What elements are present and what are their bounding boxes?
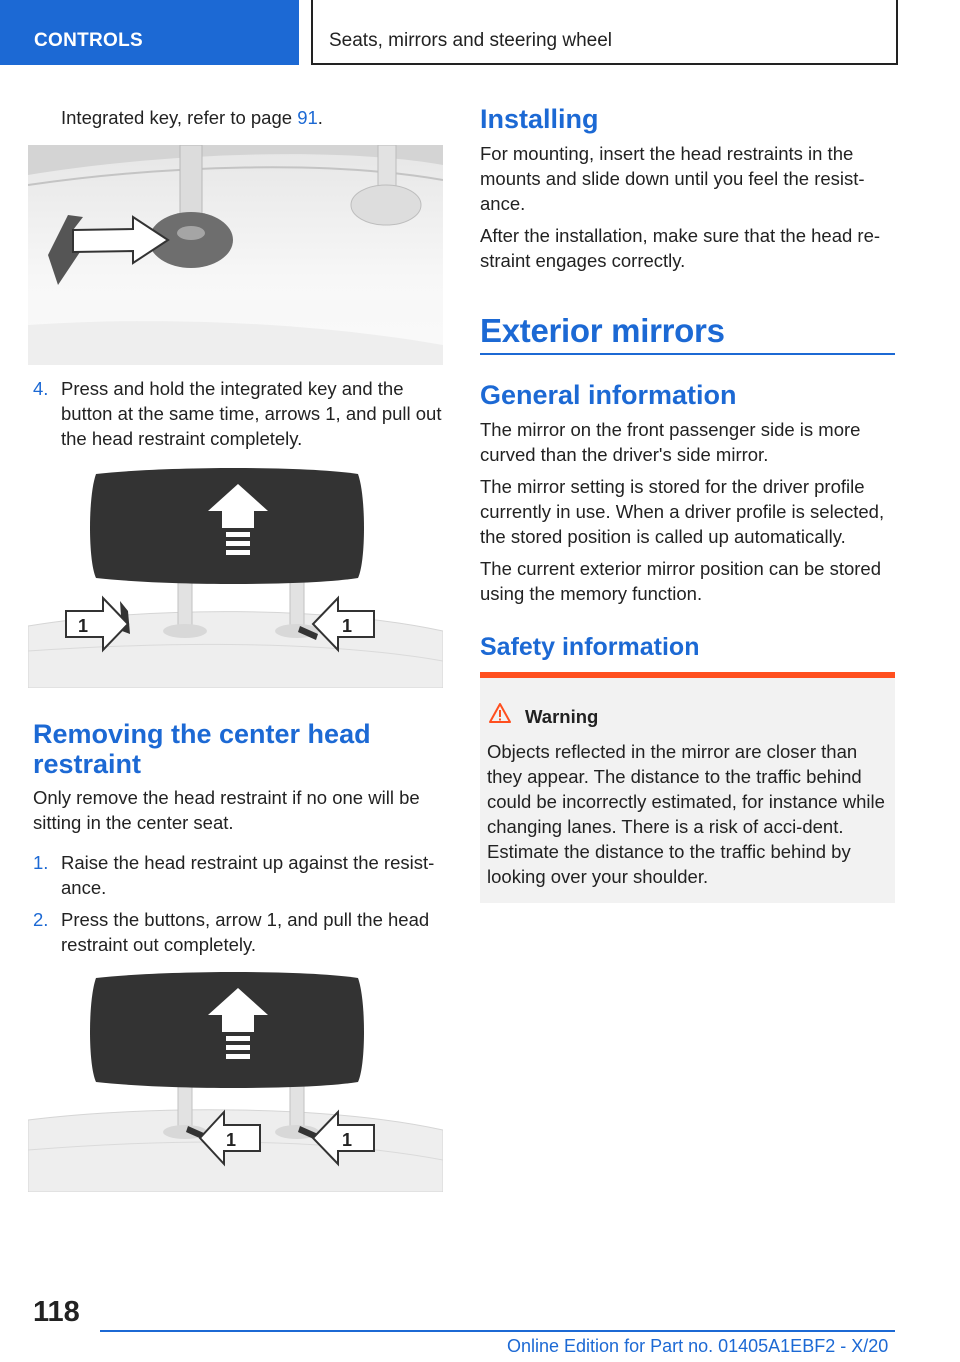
warning-text: Objects reflected in the mirror are closer than they appear. The distance to the traffic behind could be incorrectly estimated, for instance while changing lanes. There is a risk of acci-dent. Estimate the distance to the traffic behind by looking over your shoulder. xyxy=(487,741,885,887)
arrow-label: 1 xyxy=(226,1130,237,1150)
installing-paragraph-1: For mounting, insert the head restraints in the mounts and slide down until you feel the resist-ance. xyxy=(480,143,865,214)
step-4 xyxy=(33,376,453,456)
step-2 xyxy=(33,907,453,959)
step-text: Press and hold the integrated key and the button at the same time, arrows 1, and pull out the head restraint completely. xyxy=(61,378,442,449)
intro-text-body: Integrated key, refer to page xyxy=(61,107,298,128)
step-1 xyxy=(33,850,453,902)
warning-box xyxy=(480,672,895,903)
footer-rule xyxy=(100,1330,895,1332)
chapter-heading-exterior-mirrors: Exterior mirrors xyxy=(480,312,725,349)
chapter-title: Seats, mirrors and steering wheel xyxy=(329,30,613,51)
arrow-label: 1 xyxy=(78,616,89,636)
step-number: 4. xyxy=(33,378,49,399)
page-number: 118 xyxy=(33,1296,80,1328)
general-paragraph-1: The mirror on the front passenger side is more curved than the driver's side mirror. xyxy=(480,419,861,465)
section-heading-installing: Installing xyxy=(480,104,599,134)
step-text: Raise the head restraint up against the resist-ance. xyxy=(61,852,435,898)
removing-paragraph: Only remove the head restraint if no one will be sitting in the center seat. xyxy=(33,787,420,833)
section-title: CONTROLS xyxy=(34,30,144,51)
step-number: 1. xyxy=(33,852,49,873)
edition-note: Online Edition for Part no. 01405A1EBF2 - X/20 xyxy=(507,1336,889,1356)
installing-paragraph-2: After the installation, make sure that the head re-straint engages correctly. xyxy=(480,225,881,271)
step-number: 2. xyxy=(33,909,49,930)
page-link[interactable]: 91 xyxy=(297,107,318,128)
arrow-label: 1 xyxy=(342,1130,353,1150)
intro-text-end: . xyxy=(317,107,323,128)
warning-title: Warning xyxy=(525,706,599,727)
section-heading-removing: Removing the center head restraint xyxy=(33,719,371,779)
section-heading-general: General information xyxy=(480,380,737,410)
heading-underline xyxy=(480,353,895,355)
section-heading-safety: Safety information xyxy=(480,633,700,661)
section-tab xyxy=(0,0,299,65)
arrow-label: 1 xyxy=(342,616,353,636)
general-paragraph-2: The mirror setting is stored for the driver profile currently in use. When a driver profile is selected, the stored position is called up automatically. xyxy=(480,476,885,547)
step-text: Press the buttons, arrow 1, and pull the head restraint out completely. xyxy=(61,909,430,955)
chapter-header xyxy=(311,0,898,65)
intro-text xyxy=(61,105,441,130)
head-restraint-removal-image xyxy=(28,466,443,688)
center-head-restraint-image xyxy=(28,970,443,1192)
general-paragraph-3: The current exterior mirror position can be stored using the memory function. xyxy=(480,558,882,604)
integrated-key-image xyxy=(28,145,443,365)
warning-triangle-icon xyxy=(488,702,512,729)
